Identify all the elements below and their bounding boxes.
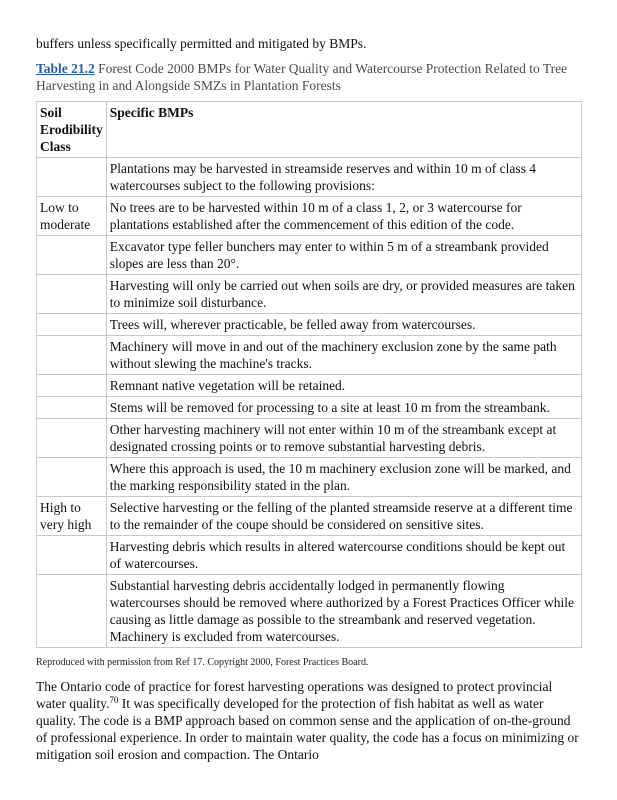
bmp-cell: Trees will, wherever practicable, be felled away from watercourses. xyxy=(106,314,581,336)
table-row xyxy=(37,536,582,575)
footnote-marker: 70 xyxy=(109,695,119,705)
body-paragraph xyxy=(36,678,582,763)
table-row xyxy=(37,275,582,314)
table-row xyxy=(37,375,582,397)
soil-class-cell xyxy=(37,314,107,336)
soil-class-cell xyxy=(37,336,107,375)
bmp-cell: Plantations may be harvested in streamside reserves and within 10 m of class 4 watercourses subject to the following provisions: xyxy=(106,158,581,197)
bmp-cell: No trees are to be harvested within 10 m of a class 1, 2, or 3 watercourse for plantations established after the commencement of this edition of the code. xyxy=(106,197,581,236)
bmp-cell: Remnant native vegetation will be retained. xyxy=(106,375,581,397)
header-specific-bmps: Specific BMPs xyxy=(106,102,581,158)
body-text-part1: The Ontario code of practice for forest harvesting operations was designed to protect provincial water quality. xyxy=(36,679,553,711)
soil-class-cell xyxy=(37,575,107,648)
soil-class-cell: High to very high xyxy=(37,497,107,536)
bmp-cell: Machinery will move in and out of the machinery exclusion zone by the same path without slewing the machine's tracks. xyxy=(106,336,581,375)
bmp-cell: Other harvesting machinery will not enter within 10 m of the streambank except at designated crossing points or to remove substantial harvesting debris. xyxy=(106,419,581,458)
bmp-cell: Where this approach is used, the 10 m machinery exclusion zone will be marked, and the marking responsibility stated in the plan. xyxy=(106,458,581,497)
soil-class-cell xyxy=(37,536,107,575)
document-page xyxy=(36,34,582,763)
table-row xyxy=(37,336,582,375)
bmp-cell: Harvesting will only be carried out when soils are dry, or provided measures are taken to minimize soil disturbance. xyxy=(106,275,581,314)
bmp-cell: Substantial harvesting debris accidentally lodged in permanently flowing watercourses should be removed where authorized by a Forest Practices Officer while causing as little damage as possible to the streambank and reserved vegetation. Machinery is excluded from watercourses. xyxy=(106,575,581,648)
table-row xyxy=(37,158,582,197)
table-row xyxy=(37,314,582,336)
body-text-part2: It was specifically developed for the protection of fish habitat as well as water quality. The code is a BMP approach based on common sense and the application of on-the-ground of professional experience. In order to maintain water quality, the code has a focus on minimizing or mitigation soil erosion and compaction. The Ontario xyxy=(36,696,579,762)
bmp-cell: Stems will be removed for processing to a site at least 10 m from the streambank. xyxy=(106,397,581,419)
table-caption-text: Forest Code 2000 BMPs for Water Quality and Watercourse Protection Related to Tree Harvesting in and Alongside SMZs in Plantation Forests xyxy=(36,61,568,93)
table-reference-link[interactable]: Table 21.2 xyxy=(36,61,95,76)
soil-class-cell xyxy=(37,158,107,197)
soil-class-cell xyxy=(37,236,107,275)
table-row xyxy=(37,197,582,236)
table-row xyxy=(37,236,582,275)
table-caption xyxy=(36,60,582,94)
bmp-cell: Excavator type feller bunchers may enter to within 5 m of a streambank provided slopes are less than 20°. xyxy=(106,236,581,275)
table-row xyxy=(37,497,582,536)
soil-class-cell xyxy=(37,397,107,419)
soil-class-cell xyxy=(37,458,107,497)
table-header-row xyxy=(37,102,582,158)
table-row xyxy=(37,419,582,458)
table-row xyxy=(37,575,582,648)
soil-class-cell xyxy=(37,419,107,458)
bmp-cell: Harvesting debris which results in altered watercourse conditions should be kept out of watercourses. xyxy=(106,536,581,575)
reproduction-note: Reproduced with permission from Ref 17. Copyright 2000, Forest Practices Board. xyxy=(36,657,369,668)
table-row xyxy=(37,397,582,419)
table-row xyxy=(37,458,582,497)
top-paragraph-fragment: buffers unless specifically permitted and mitigated by BMPs. xyxy=(36,36,367,51)
header-soil-class: Soil Erodibility Class xyxy=(37,102,107,158)
soil-class-cell xyxy=(37,375,107,397)
bmp-cell: Selective harvesting or the felling of the planted streamside reserve at a different time to the remainder of the coupe should be considered on sensitive sites. xyxy=(106,497,581,536)
soil-class-cell: Low to moderate xyxy=(37,197,107,236)
bmp-table xyxy=(36,101,582,648)
soil-class-cell xyxy=(37,275,107,314)
